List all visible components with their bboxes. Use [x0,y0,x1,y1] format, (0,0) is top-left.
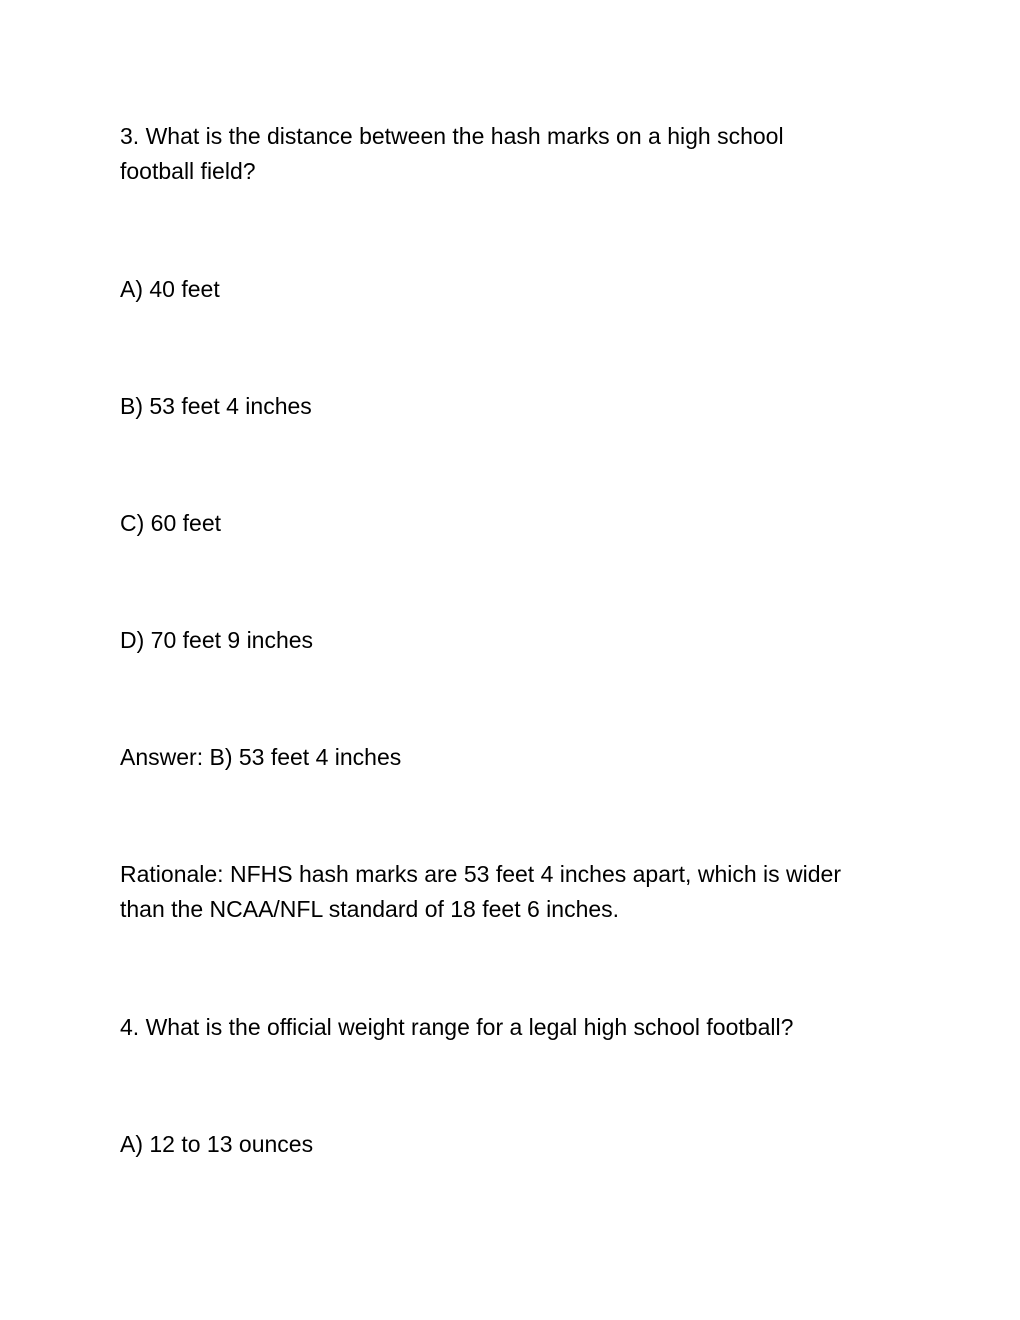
question-3-answer: Answer: B) 53 feet 4 inches [120,744,402,770]
question-4-text: 4. What is the official weight range for a legal high school football? [120,1014,794,1040]
question-3-option-d: D) 70 feet 9 inches [120,627,314,653]
question-3-rationale [120,857,900,927]
rationale-line-1: Rationale: NFHS hash marks are 53 feet 4 inches apart, which is wider [120,861,841,887]
question-3-option-a: A) 40 feet [120,276,220,302]
question-4-option-a: A) 12 to 13 ounces [120,1131,314,1157]
question-3-line-2: football field? [120,158,256,184]
question-3-option-b: B) 53 feet 4 inches [120,393,312,419]
question-3-option-c: C) 60 feet [120,510,221,536]
rationale-line-2: than the NCAA/NFL standard of 18 feet 6 inches. [120,896,620,922]
question-3-text [120,119,900,189]
question-3-line-1: 3. What is the distance between the hash marks on a high school [120,123,784,149]
